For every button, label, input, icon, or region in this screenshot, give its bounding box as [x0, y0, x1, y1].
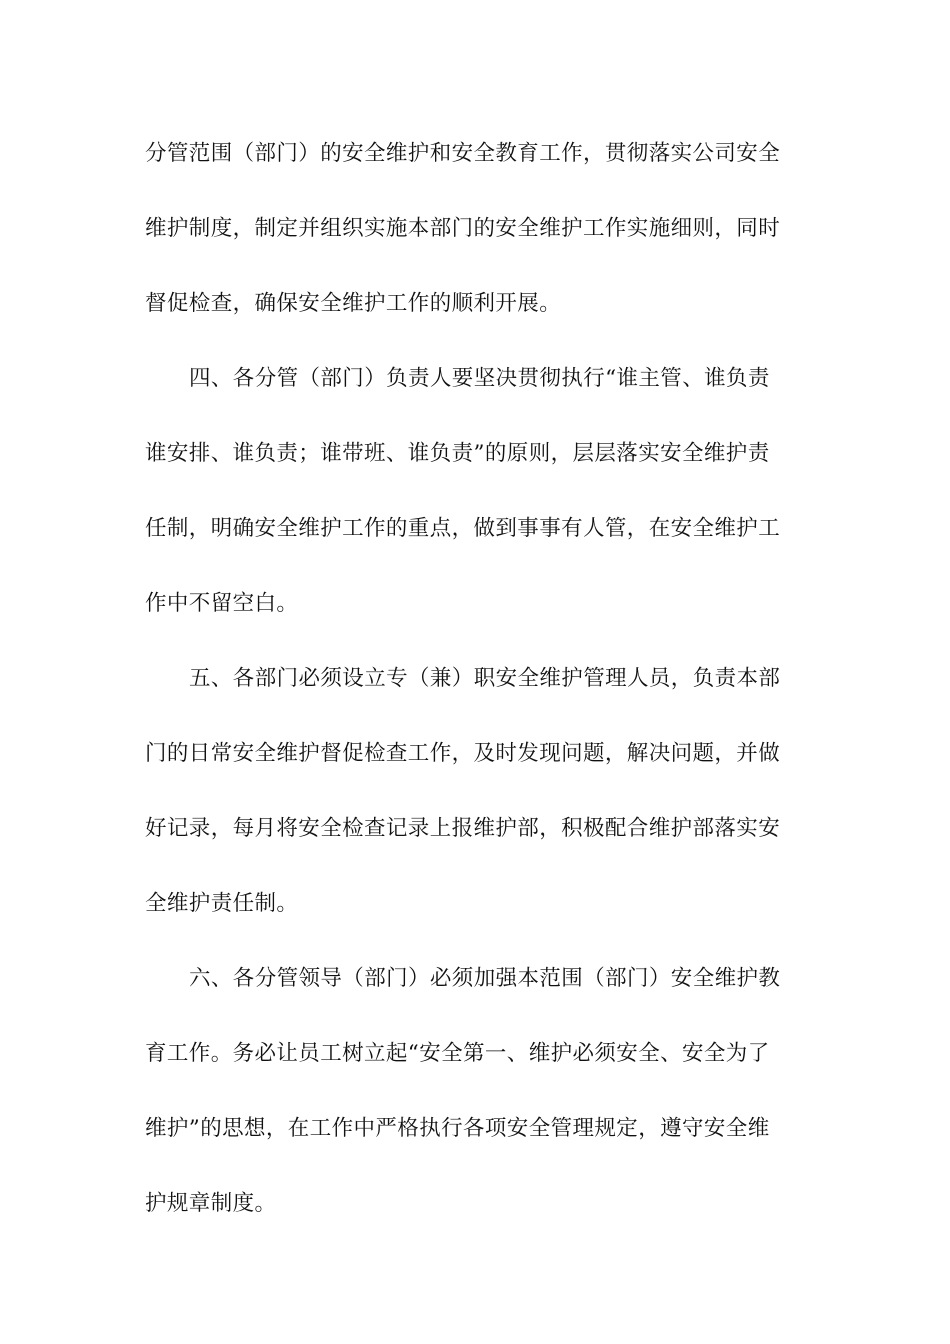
text-line: 护规章制度。 [145, 1191, 277, 1216]
text-line: 作中不留空白。 [145, 591, 299, 616]
text-line: 谁安排、谁负责；谁带班、谁负责”的原则，层层落实安全维护责 [145, 441, 770, 466]
text-line: 维护”的思想，在工作中严格执行各项安全管理规定，遵守安全维 [145, 1116, 770, 1141]
text-line: 全维护责任制。 [145, 891, 299, 916]
text-line: 分管范围（部门）的安全维护和安全教育工作，贯彻落实公司安全 [145, 141, 781, 166]
text-line: 门的日常安全维护督促检查工作，及时发现问题，解决问题，并做 [145, 741, 781, 766]
text-line: 督促检查，确保安全维护工作的顺利开展。 [145, 291, 562, 316]
text-line-first: 四、各分管（部门）负责人要坚决贯彻执行“谁主管、谁负责 [189, 366, 770, 391]
text-line-first: 六、各分管领导（部门）必须加强本范围（部门）安全维护教 [189, 966, 781, 991]
document-body [145, 128, 805, 1253]
text-line: 育工作。务必让员工树立起“安全第一、维护必须安全、安全为了 [145, 1041, 770, 1066]
text-line: 任制，明确安全维护工作的重点，做到事事有人管，在安全维护工 [145, 516, 781, 541]
paragraph-continuation [145, 128, 805, 353]
text-line: 好记录，每月将安全检查记录上报维护部，积极配合维护部落实安 [145, 816, 781, 841]
text-line-first: 五、各部门必须设立专（兼）职安全维护管理人员，负责本部 [189, 666, 781, 691]
text-line: 维护制度，制定并组织实施本部门的安全维护工作实施细则，同时 [145, 216, 781, 241]
paragraph-six [145, 953, 805, 1253]
paragraph-five [145, 653, 805, 953]
paragraph-four [145, 353, 805, 653]
